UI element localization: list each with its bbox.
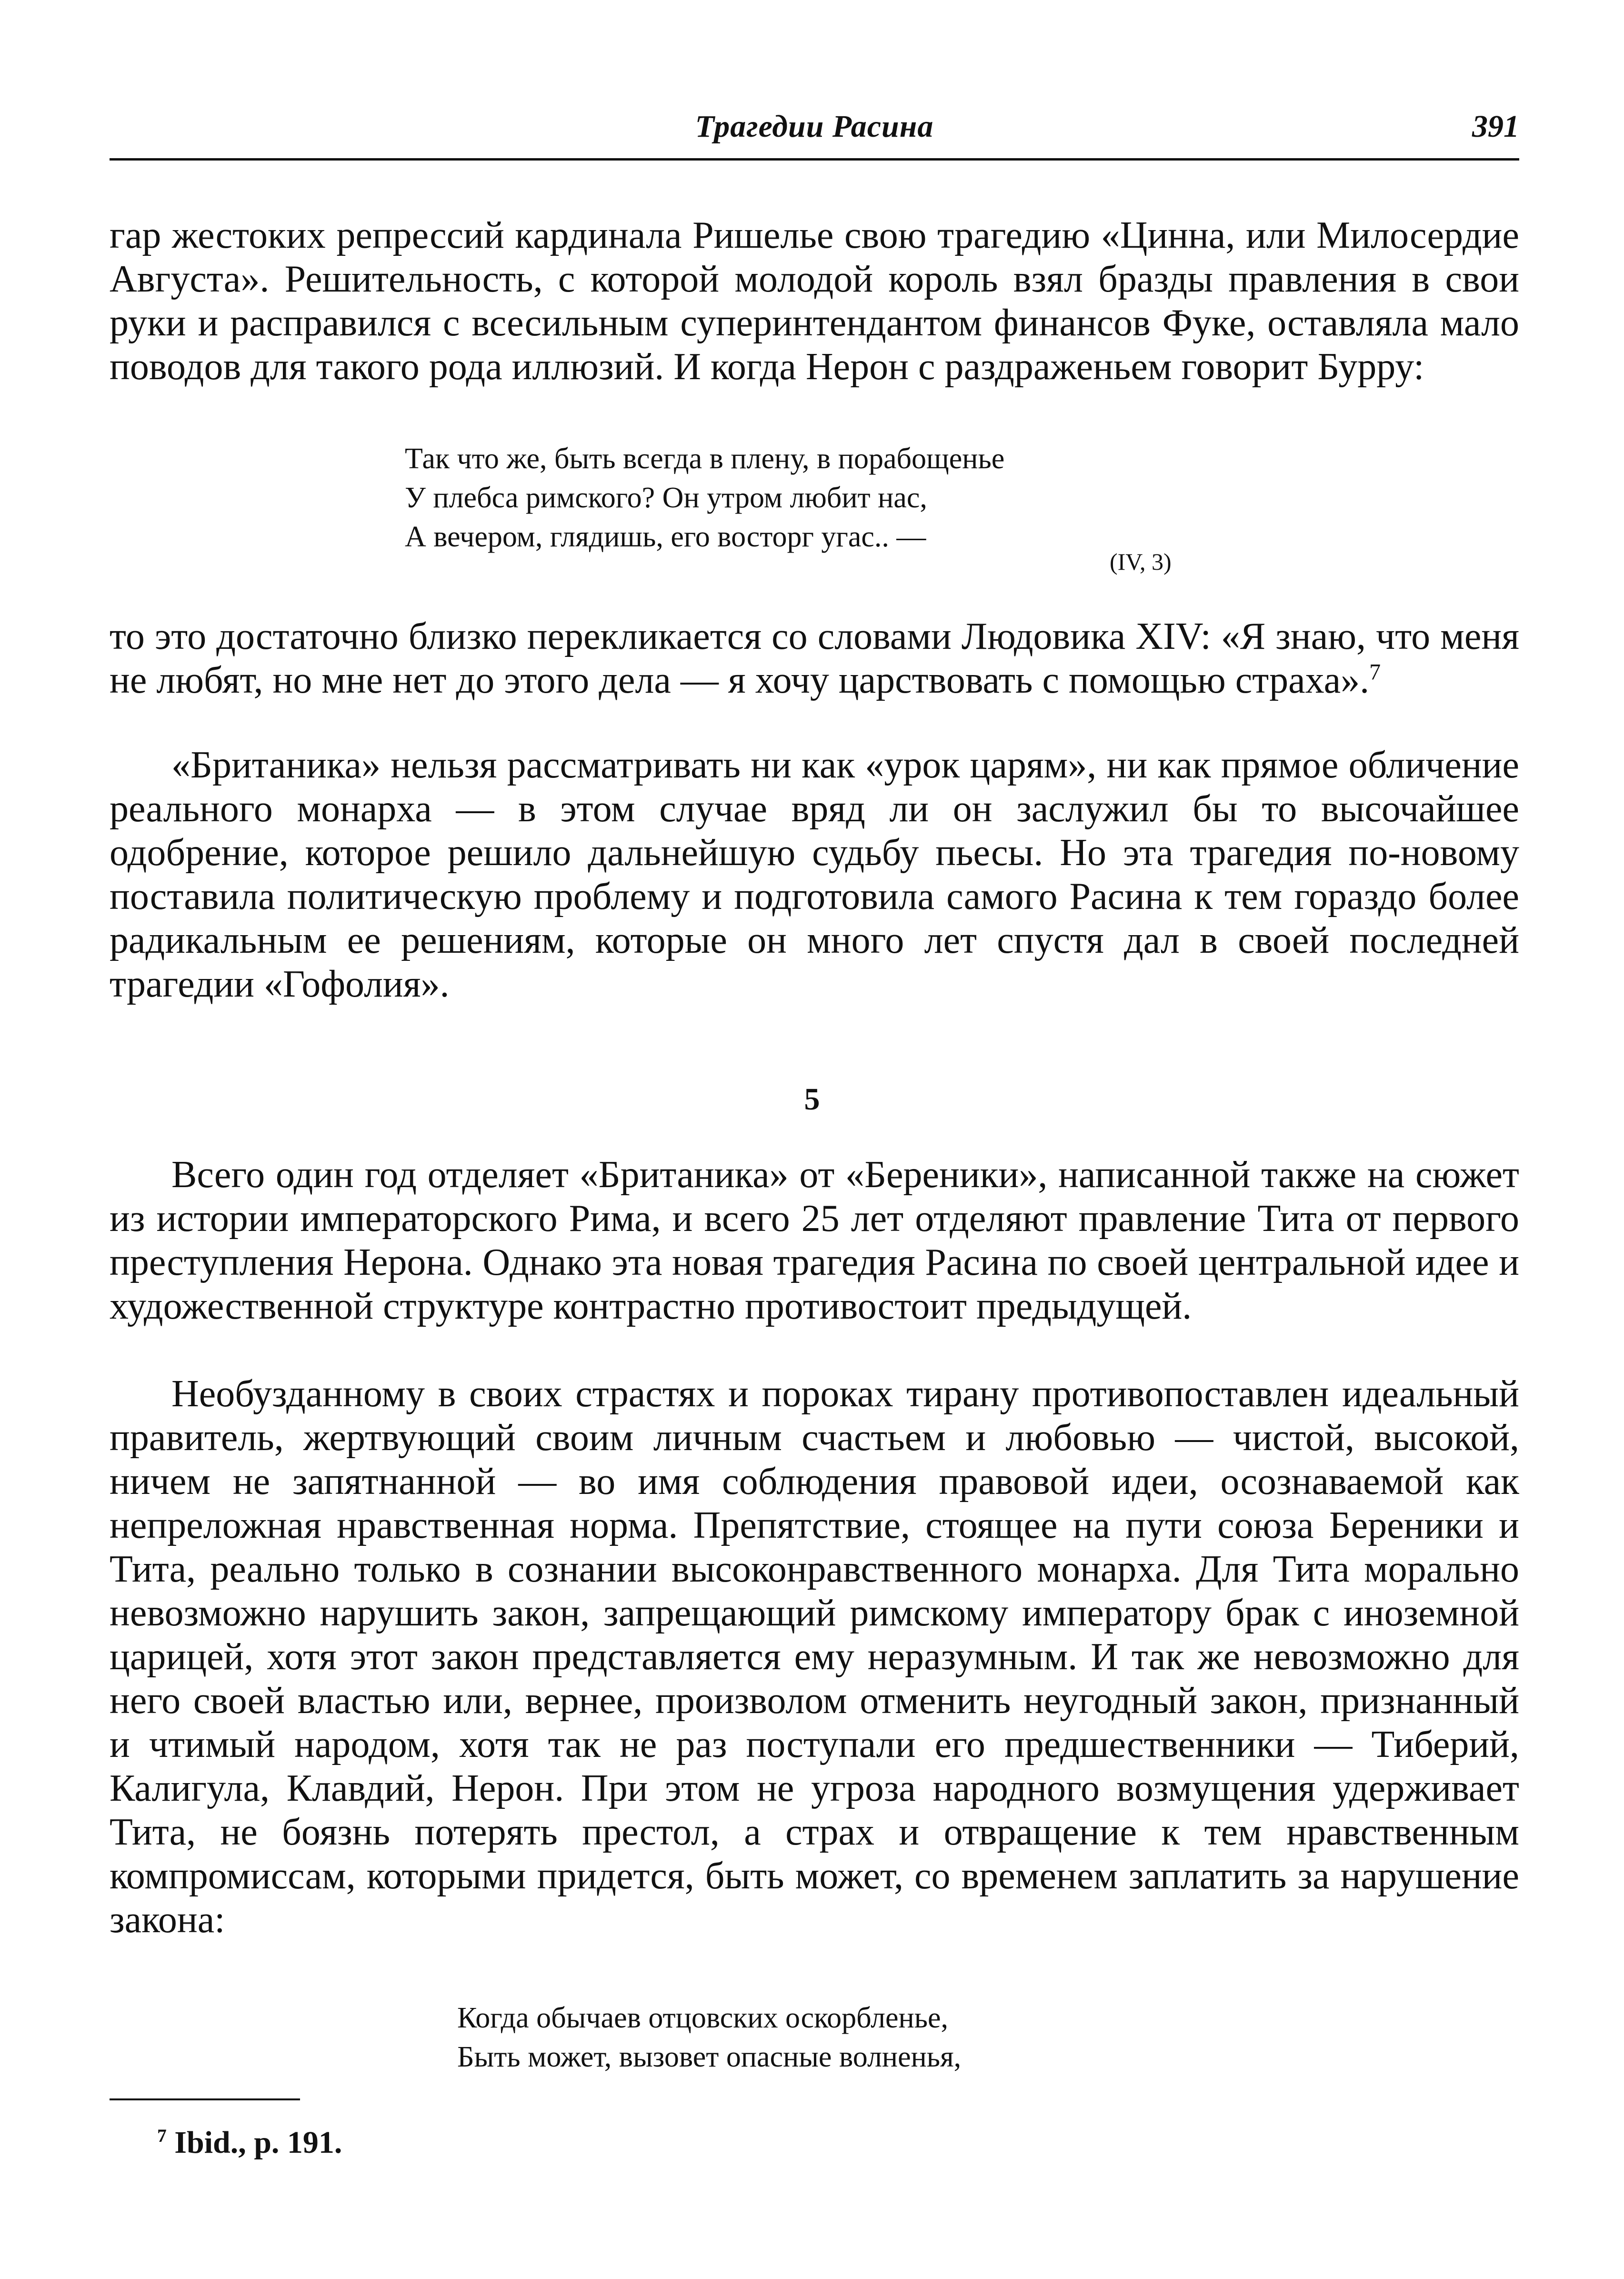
header-rule [110, 158, 1519, 161]
verse-quote-1 [405, 439, 1004, 556]
paragraph-2-block [110, 615, 1519, 702]
paragraph-1: гар жестоких репрессий кардинала Ришелье свою трагедию «Цинна, или Милосердие Августа». Решительность, с которой молодой король взял бразды правления в свои руки и расправился с всесильным суперинтендантом финансов Фуке, оставляла мало поводов для такого рода иллюзий. И когда Нерон с раздраженьем говорит Бурру: [110, 214, 1519, 388]
footnote-ref: 7 [1369, 659, 1381, 685]
verse-reference: (IV, 3) [1110, 548, 1172, 575]
paragraph-2 [110, 615, 1519, 702]
verse-line: Быть может, вызовет опасные волненья, [457, 2041, 962, 2073]
footnote-rule [110, 2098, 300, 2100]
paragraph-5: Необузданному в своих страстях и пороках тирану противопоставлен идеальный правитель, жертвующий своим личным счастьем и любовью — чистой, высокой, ничем не запятнанной — во имя соблюдения правовой идеи, осознаваемой как непреложная нравственная норма. Препятствие, стоящее на пути союза Береники и Тита, реально только в сознании высоконравственного монарха. Для Тита морально невозможно нарушить закон, запрещающий римскому императору брак с иноземной царицей, хотя этот закон представляется ему неразумным. И так же невозможно для него своей властью или, вернее, произволом отменить неугодный закон, признанный и чтимый народом, хотя так не раз поступали его предшественники — Тиберий, Калигула, Клавдий, Нерон. При этом не угроза народного возмущения удерживает Тита, не боязнь потерять престол, а страх и отвращение к тем нравственным компромиссам, которыми придется, быть может, со временем заплатить за нарушение закона: [110, 1373, 1519, 1941]
verse-quote-2 [457, 1998, 961, 2077]
paragraph-3-block [110, 743, 1519, 1006]
paragraph-5-block [110, 1372, 1519, 1942]
footnote-text: Ibid., p. 191. [174, 2125, 342, 2160]
page-number: 391 [1472, 109, 1519, 144]
paragraph-4-block [110, 1153, 1519, 1328]
paragraph-2-text: то это достаточно близко перекликается со словами Людовика XIV: «Я знаю, что меня не любят, но мне нет до этого дела — я хочу царствовать с помощью страха». [110, 615, 1519, 701]
paragraph-1-block [110, 213, 1519, 389]
footnote-marker: 7 [157, 2125, 167, 2146]
verse-line: А вечером, глядишь, его восторг угас.. — [405, 521, 926, 553]
footnote [157, 2125, 342, 2161]
section-number: 5 [804, 1082, 820, 1117]
verse-line: Когда обычаев отцовских оскорбленье, [457, 2002, 949, 2034]
paragraph-3: «Британика» нельзя рассматривать ни как «урок царям», ни как прямое обличение реального монарха — в этом случае вряд ли он заслужил бы то высочайшее одобрение, которое решило дальнейшую судьбу пьесы. Но эта трагедия по-новому поставила политическую проблему и подготовила самого Расина к тем гораздо более радикальным ее решениям, которые он много лет спустя дал в своей последней трагедии «Гофолия». [110, 744, 1519, 1005]
verse-line: У плебса римского? Он утром любит нас, [405, 482, 927, 514]
running-head [110, 109, 1519, 156]
paragraph-4: Всего один год отделяет «Британика» от «Береники», написанной также на сюжет из истории императорского Рима, и всего 25 лет отделяют правление Тита от первого преступления Нерона. Однако эта новая трагедия Расина по своей центральной идее и художественной структуре контрастно противостоит предыдущей. [110, 1154, 1519, 1327]
verse-line: Так что же, быть всегда в плену, в порабощенье [405, 443, 1005, 475]
running-title: Трагедии Расина [695, 109, 934, 144]
